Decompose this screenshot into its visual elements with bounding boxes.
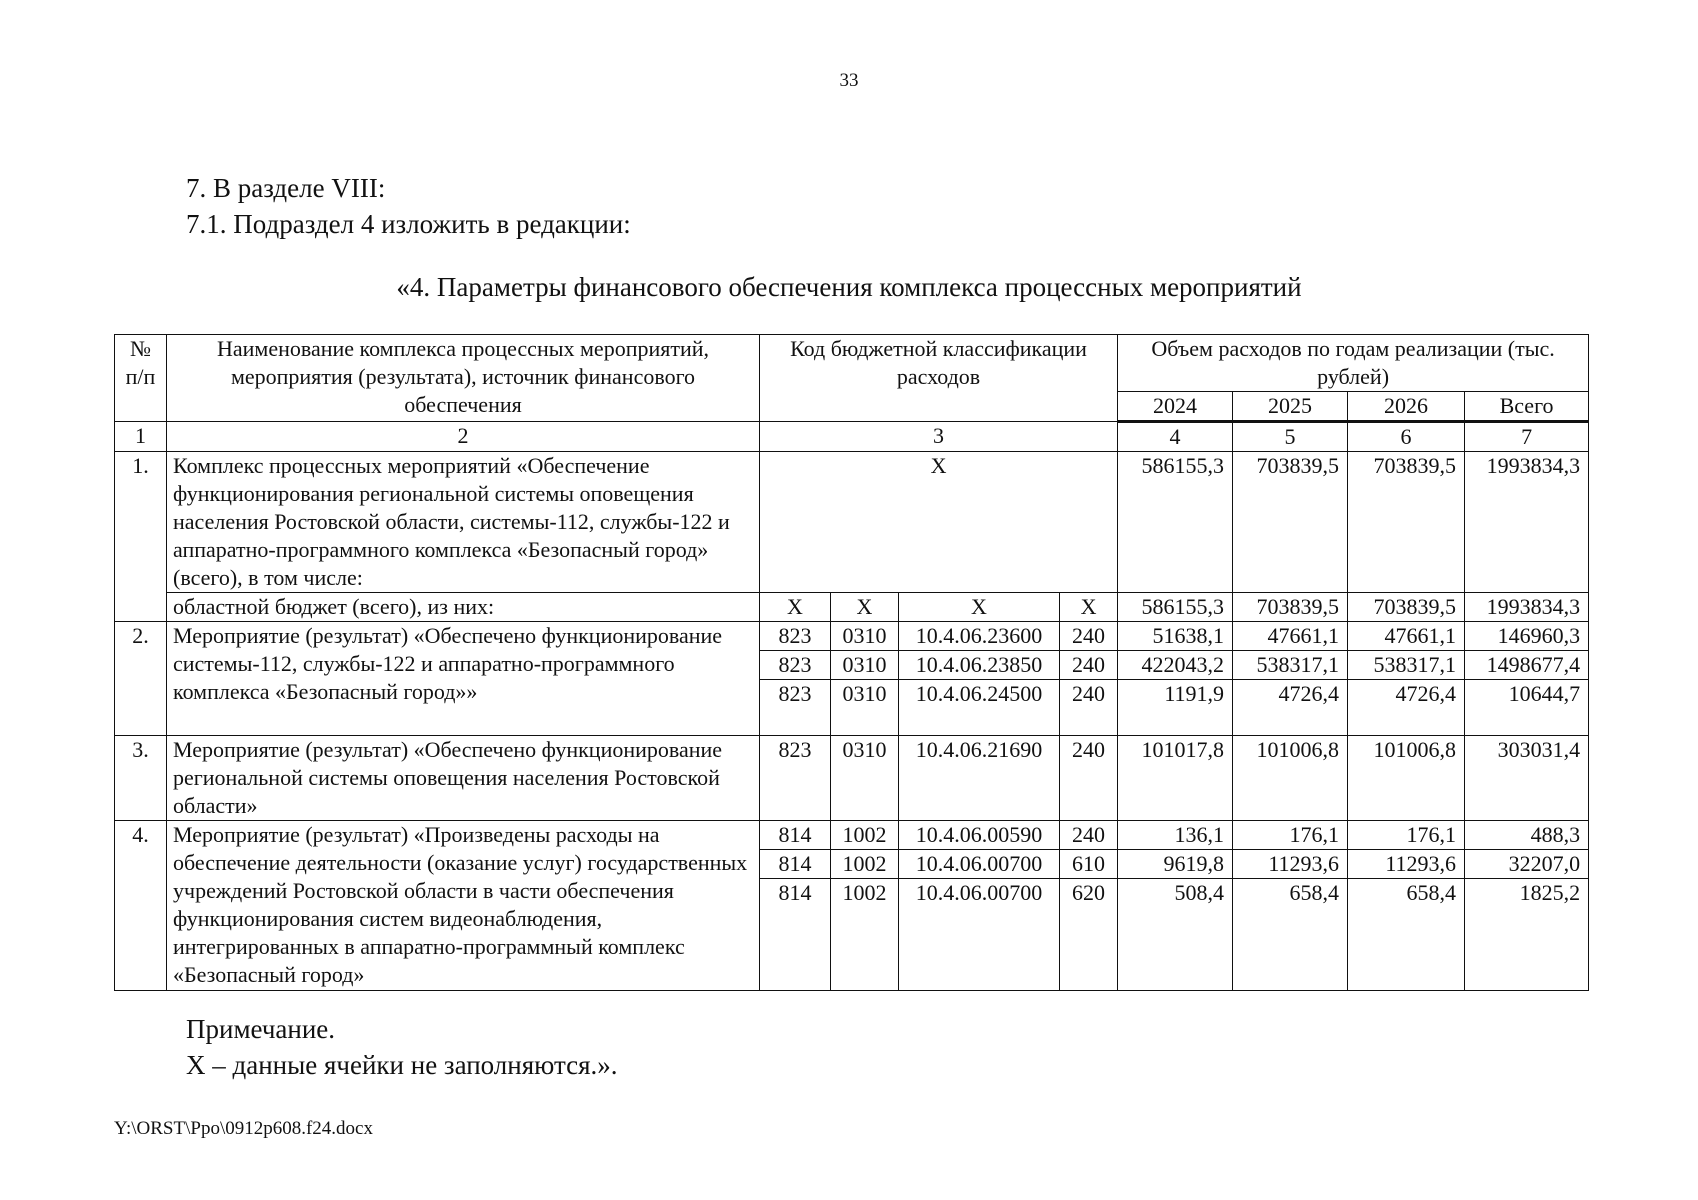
header-code: Код бюджетной классификации расходов — [760, 335, 1118, 422]
code-cell: X — [760, 593, 831, 622]
code-cell: 10.4.06.23850 — [899, 651, 1060, 680]
col-number: 3 — [760, 422, 1118, 452]
code-cell: 0310 — [831, 680, 899, 736]
code-cell: 1002 — [831, 821, 899, 850]
value-cell: 136,1 — [1118, 821, 1233, 850]
row-name: Комплекс процессных мероприятий «Обеспечение функционирования региональной системы оповещения населения Ростовской области, системы-112, службы-122 и аппаратно-программного комплекса «Безопасный город» (всего), в том числе: — [167, 452, 760, 593]
code-cell: 0310 — [831, 736, 899, 821]
col-number: 4 — [1118, 422, 1233, 452]
value-cell: 303031,4 — [1465, 736, 1589, 821]
value-cell: 703839,5 — [1348, 593, 1465, 622]
value-cell: 703839,5 — [1233, 452, 1348, 593]
row-name: Мероприятие (результат) «Обеспечено функционирование региональной системы оповещения населения Ростовской области» — [167, 736, 760, 821]
intro-line-section: 7. В разделе VIII: — [186, 173, 386, 203]
value-cell: 538317,1 — [1348, 651, 1465, 680]
col-number: 1 — [115, 422, 167, 452]
page-number: 33 — [839, 70, 859, 91]
value-cell: 1825,2 — [1465, 879, 1589, 991]
row-num: 1. — [115, 452, 167, 622]
value-cell: 422043,2 — [1118, 651, 1233, 680]
code-cell: 10.4.06.00590 — [899, 821, 1060, 850]
code-cell: 823 — [760, 622, 831, 651]
row-num: 3. — [115, 736, 167, 821]
code-cell: X — [1060, 593, 1118, 622]
value-cell: 658,4 — [1233, 879, 1348, 991]
col-number: 5 — [1233, 422, 1348, 452]
value-cell: 47661,1 — [1348, 622, 1465, 651]
value-cell: 4726,4 — [1233, 680, 1348, 736]
value-cell: 508,4 — [1118, 879, 1233, 991]
code-cell: 10.4.06.00700 — [899, 879, 1060, 991]
table-row — [115, 821, 1589, 850]
col-number: 7 — [1465, 422, 1589, 452]
budget-table — [114, 334, 1589, 991]
code-cell: 10.4.06.00700 — [899, 850, 1060, 879]
value-cell: 658,4 — [1348, 879, 1465, 991]
code-cell: 10.4.06.24500 — [899, 680, 1060, 736]
value-cell: 538317,1 — [1233, 651, 1348, 680]
code-cell: 240 — [1060, 736, 1118, 821]
code-cell: 1002 — [831, 879, 899, 991]
value-cell: 1993834,3 — [1465, 452, 1589, 593]
value-cell: 101017,8 — [1118, 736, 1233, 821]
code-cell: 814 — [760, 821, 831, 850]
table-row — [115, 622, 1589, 651]
code-cell: 240 — [1060, 821, 1118, 850]
code-cell: 814 — [760, 879, 831, 991]
code-cell: 0310 — [831, 622, 899, 651]
code-cell: 814 — [760, 850, 831, 879]
value-cell: 586155,3 — [1118, 593, 1233, 622]
value-cell: 9619,8 — [1118, 850, 1233, 879]
value-cell: 488,3 — [1465, 821, 1589, 850]
value-cell: 11293,6 — [1348, 850, 1465, 879]
value-cell: 586155,3 — [1118, 452, 1233, 593]
code-cell: 240 — [1060, 622, 1118, 651]
row-name: областной бюджет (всего), из них: — [167, 593, 760, 622]
code-cell: 823 — [760, 680, 831, 736]
footer-file-path: Y:\ORST\Ppo\0912p608.f24.docx — [114, 1118, 373, 1139]
header-year-2026: 2026 — [1348, 392, 1465, 422]
value-cell: 1191,9 — [1118, 680, 1233, 736]
code-cell: X — [760, 452, 1118, 593]
table-row — [115, 736, 1589, 821]
code-cell: 610 — [1060, 850, 1118, 879]
value-cell: 146960,3 — [1465, 622, 1589, 651]
code-cell: 1002 — [831, 850, 899, 879]
value-cell: 51638,1 — [1118, 622, 1233, 651]
value-cell: 1498677,4 — [1465, 651, 1589, 680]
row-num: 4. — [115, 821, 167, 991]
code-cell: 240 — [1060, 651, 1118, 680]
header-year-2025: 2025 — [1233, 392, 1348, 422]
code-cell: 620 — [1060, 879, 1118, 991]
value-cell: 176,1 — [1348, 821, 1465, 850]
code-cell: 823 — [760, 651, 831, 680]
note-block — [186, 1011, 618, 1083]
value-cell: 101006,8 — [1348, 736, 1465, 821]
value-cell: 11293,6 — [1233, 850, 1348, 879]
header-num: № п/п — [115, 335, 167, 422]
code-cell: X — [831, 593, 899, 622]
code-cell: 240 — [1060, 680, 1118, 736]
value-cell: 703839,5 — [1233, 593, 1348, 622]
intro-text — [186, 170, 631, 242]
row-name: Мероприятие (результат) «Обеспечено функционирование системы-112, службы-122 и аппаратно-программного комплекса «Безопасный город»» — [167, 622, 760, 736]
header-total: Всего — [1465, 392, 1589, 422]
value-cell: 10644,7 — [1465, 680, 1589, 736]
row-num: 2. — [115, 622, 167, 736]
note-title: Примечание. — [186, 1014, 336, 1044]
value-cell: 1993834,3 — [1465, 593, 1589, 622]
section-title: «4. Параметры финансового обеспечения комплекса процессных мероприятий — [396, 272, 1302, 302]
note-text: X – данные ячейки не заполняются.». — [186, 1050, 618, 1080]
header-name: Наименование комплекса процессных мероприятий, мероприятия (результата), источник финансового обеспечения — [167, 335, 760, 422]
value-cell: 32207,0 — [1465, 850, 1589, 879]
value-cell: 101006,8 — [1233, 736, 1348, 821]
col-number: 2 — [167, 422, 760, 452]
col-number: 6 — [1348, 422, 1465, 452]
row-name: Мероприятие (результат) «Произведены расходы на обеспечение деятельности (оказание услуг) государственных учреждений Ростовской области в части обеспечения функционирования систем видеонаблюдения, интегрированных в аппаратно-программный комплекс «Безопасный город» — [167, 821, 760, 991]
value-cell: 47661,1 — [1233, 622, 1348, 651]
code-cell: 10.4.06.21690 — [899, 736, 1060, 821]
code-cell: 823 — [760, 736, 831, 821]
header-year-2024: 2024 — [1118, 392, 1233, 422]
value-cell: 703839,5 — [1348, 452, 1465, 593]
code-cell: X — [899, 593, 1060, 622]
value-cell: 176,1 — [1233, 821, 1348, 850]
column-number-row — [115, 422, 1589, 452]
intro-line-subsection: 7.1. Подраздел 4 изложить в редакции: — [186, 209, 631, 239]
code-cell: 0310 — [831, 651, 899, 680]
table-row — [115, 593, 1589, 622]
header-volume: Объем расходов по годам реализации (тыс. рублей) — [1118, 335, 1589, 392]
code-cell: 10.4.06.23600 — [899, 622, 1060, 651]
value-cell: 4726,4 — [1348, 680, 1465, 736]
table-row — [115, 452, 1589, 593]
